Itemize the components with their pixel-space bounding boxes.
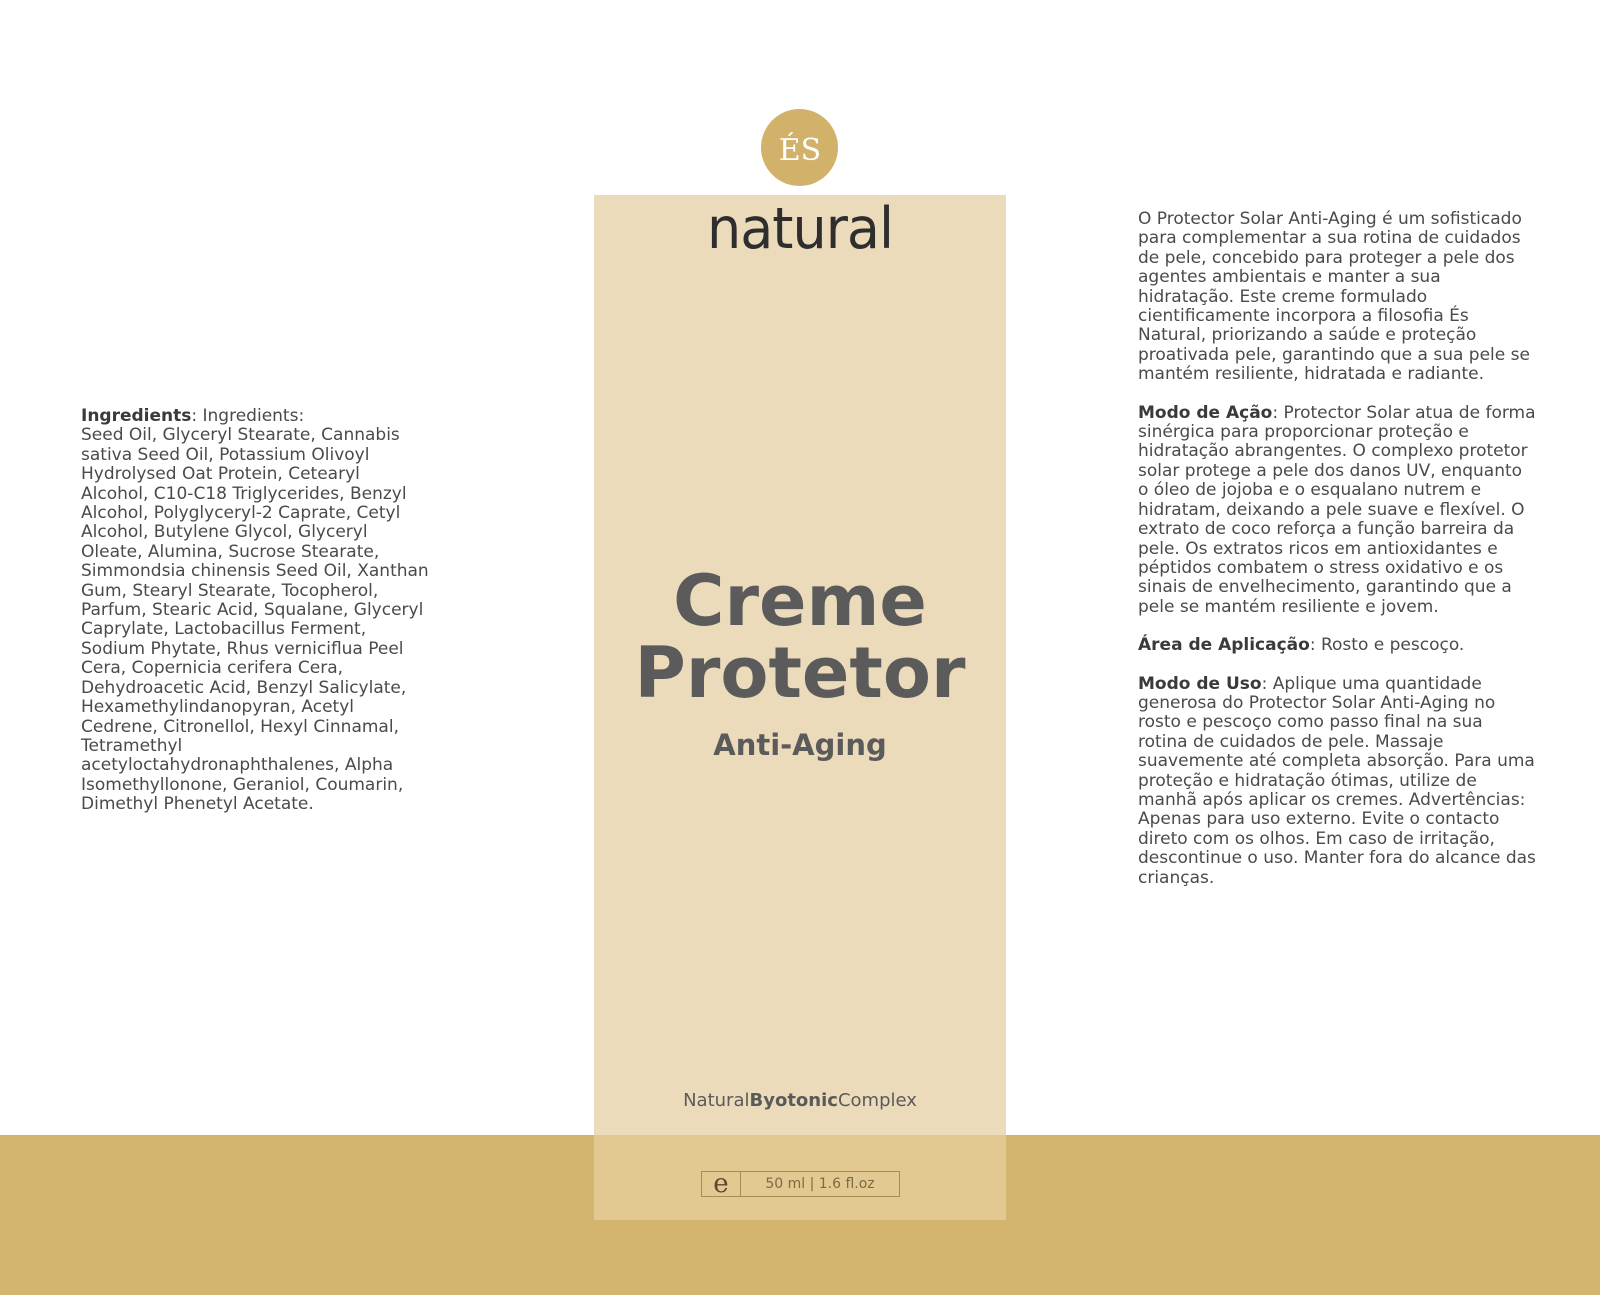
ingredients-block (81, 407, 431, 815)
product-title (594, 560, 1006, 714)
usage-paragraph (1138, 675, 1536, 888)
volume-box (701, 1171, 900, 1197)
area-text: : Rosto e pescoço. (1309, 635, 1465, 656)
description-column (1138, 210, 1536, 907)
monogram-icon (775, 126, 825, 170)
complex-tagline (594, 1090, 1006, 1111)
action-paragraph (1138, 404, 1536, 617)
brand-monogram-logo (761, 109, 838, 186)
area-label: Área de Aplicação (1138, 635, 1310, 656)
estimated-sign-icon: e (702, 1172, 741, 1196)
usage-label: Modo de Uso (1138, 673, 1262, 694)
product-title-line2: Protetor (634, 632, 966, 714)
monogram-text: ÉS (778, 132, 821, 168)
action-label: Modo de Ação (1138, 402, 1273, 423)
complex-suffix: Complex (837, 1090, 917, 1111)
ingredients-label: Ingredients (81, 406, 192, 426)
product-subtitle: Anti-Aging (713, 728, 887, 762)
area-paragraph (1138, 636, 1536, 655)
complex-prefix: Natural (683, 1090, 750, 1111)
usage-text: : Aplique uma quantidade generosa do Protector Solar Anti-Aging no rosto e pescoço como passo final na sua rotina de cuidados de pele. Massaje suavemente até completa absorção. Para uma proteção e hidratação ótimas, utilize de manhã após aplicar os cremes. Advertências: Apenas para uso externo. Evite o contacto direto com os olhos. Em caso de irritação, descontinue o uso. Manter fora do alcance das crianças. (1138, 673, 1536, 888)
action-text: : Protector Solar atua de forma sinérgica para proporcionar proteção e hidratação abrangentes. O complexo protetor solar protege a pele dos danos UV, enquanto o óleo de jojoba e o esqualano nutrem e hidratam, deixando a pele suave e flexível. O extrato de coco reforça a função barreira da pele. Os extratos ricos em antioxidantes e péptidos combatem o stress oxidativo e os sinais de envelhecimento, garantindo que a pele se mantém resiliente e jovem. (1138, 402, 1536, 617)
description-intro: O Protector Solar Anti-Aging é um sofisticado para complementar a sua rotina de cuidados de pele, concebido para proteger a pele dos agentes ambientais e manter a sua hidratação. Este creme formulado cientificamente incorpora a filosofia És Natural, priorizando a saúde e proteção proativada pele, garantindo que a sua pele se mantém resiliente, hidratada e radiante. (1138, 209, 1530, 385)
brand-wordmark: natural (706, 195, 893, 262)
ingredients-text: : Ingredients: Seed Oil, Glyceryl Stearate, Cannabis sativa Seed Oil, Potassium Olivoyl Hydrolysed Oat Protein, Cetearyl Alcohol, C10-C18 Triglycerides, Benzyl Alcohol, Polyglyceryl-2 Caprate, Cetyl Alcohol, Butylene Glycol, Glyceryl Oleate, Alumina, Sucrose Stearate, Simmondsia chinensis Seed Oil, Xanthan Gum, Stearyl Stearate, Tocopherol, Parfum, Stearic Acid, Squalane, Glyceryl Caprylate, Lactobacillus Ferment, Sodium Phytate, Rhus verniciflua Peel Cera, Copernicia cerifera Cera, Dehydroacetic Acid, Benzyl Salicylate, Hexamethylindanopyran, Acetyl Cedrene, Citronellol, Hexyl Cinnamal, Tetramethyl acetyloctahydronaphthalenes, Alpha Isomethyllonone, Geraniol, Coumarin, Dimethyl Phenetyl Acetate. (81, 406, 429, 815)
product-title-line1: Creme (673, 560, 927, 642)
complex-bold: Byotonic (749, 1090, 838, 1111)
volume-text: 50 ml | 1.6 fl.oz (765, 1176, 875, 1192)
